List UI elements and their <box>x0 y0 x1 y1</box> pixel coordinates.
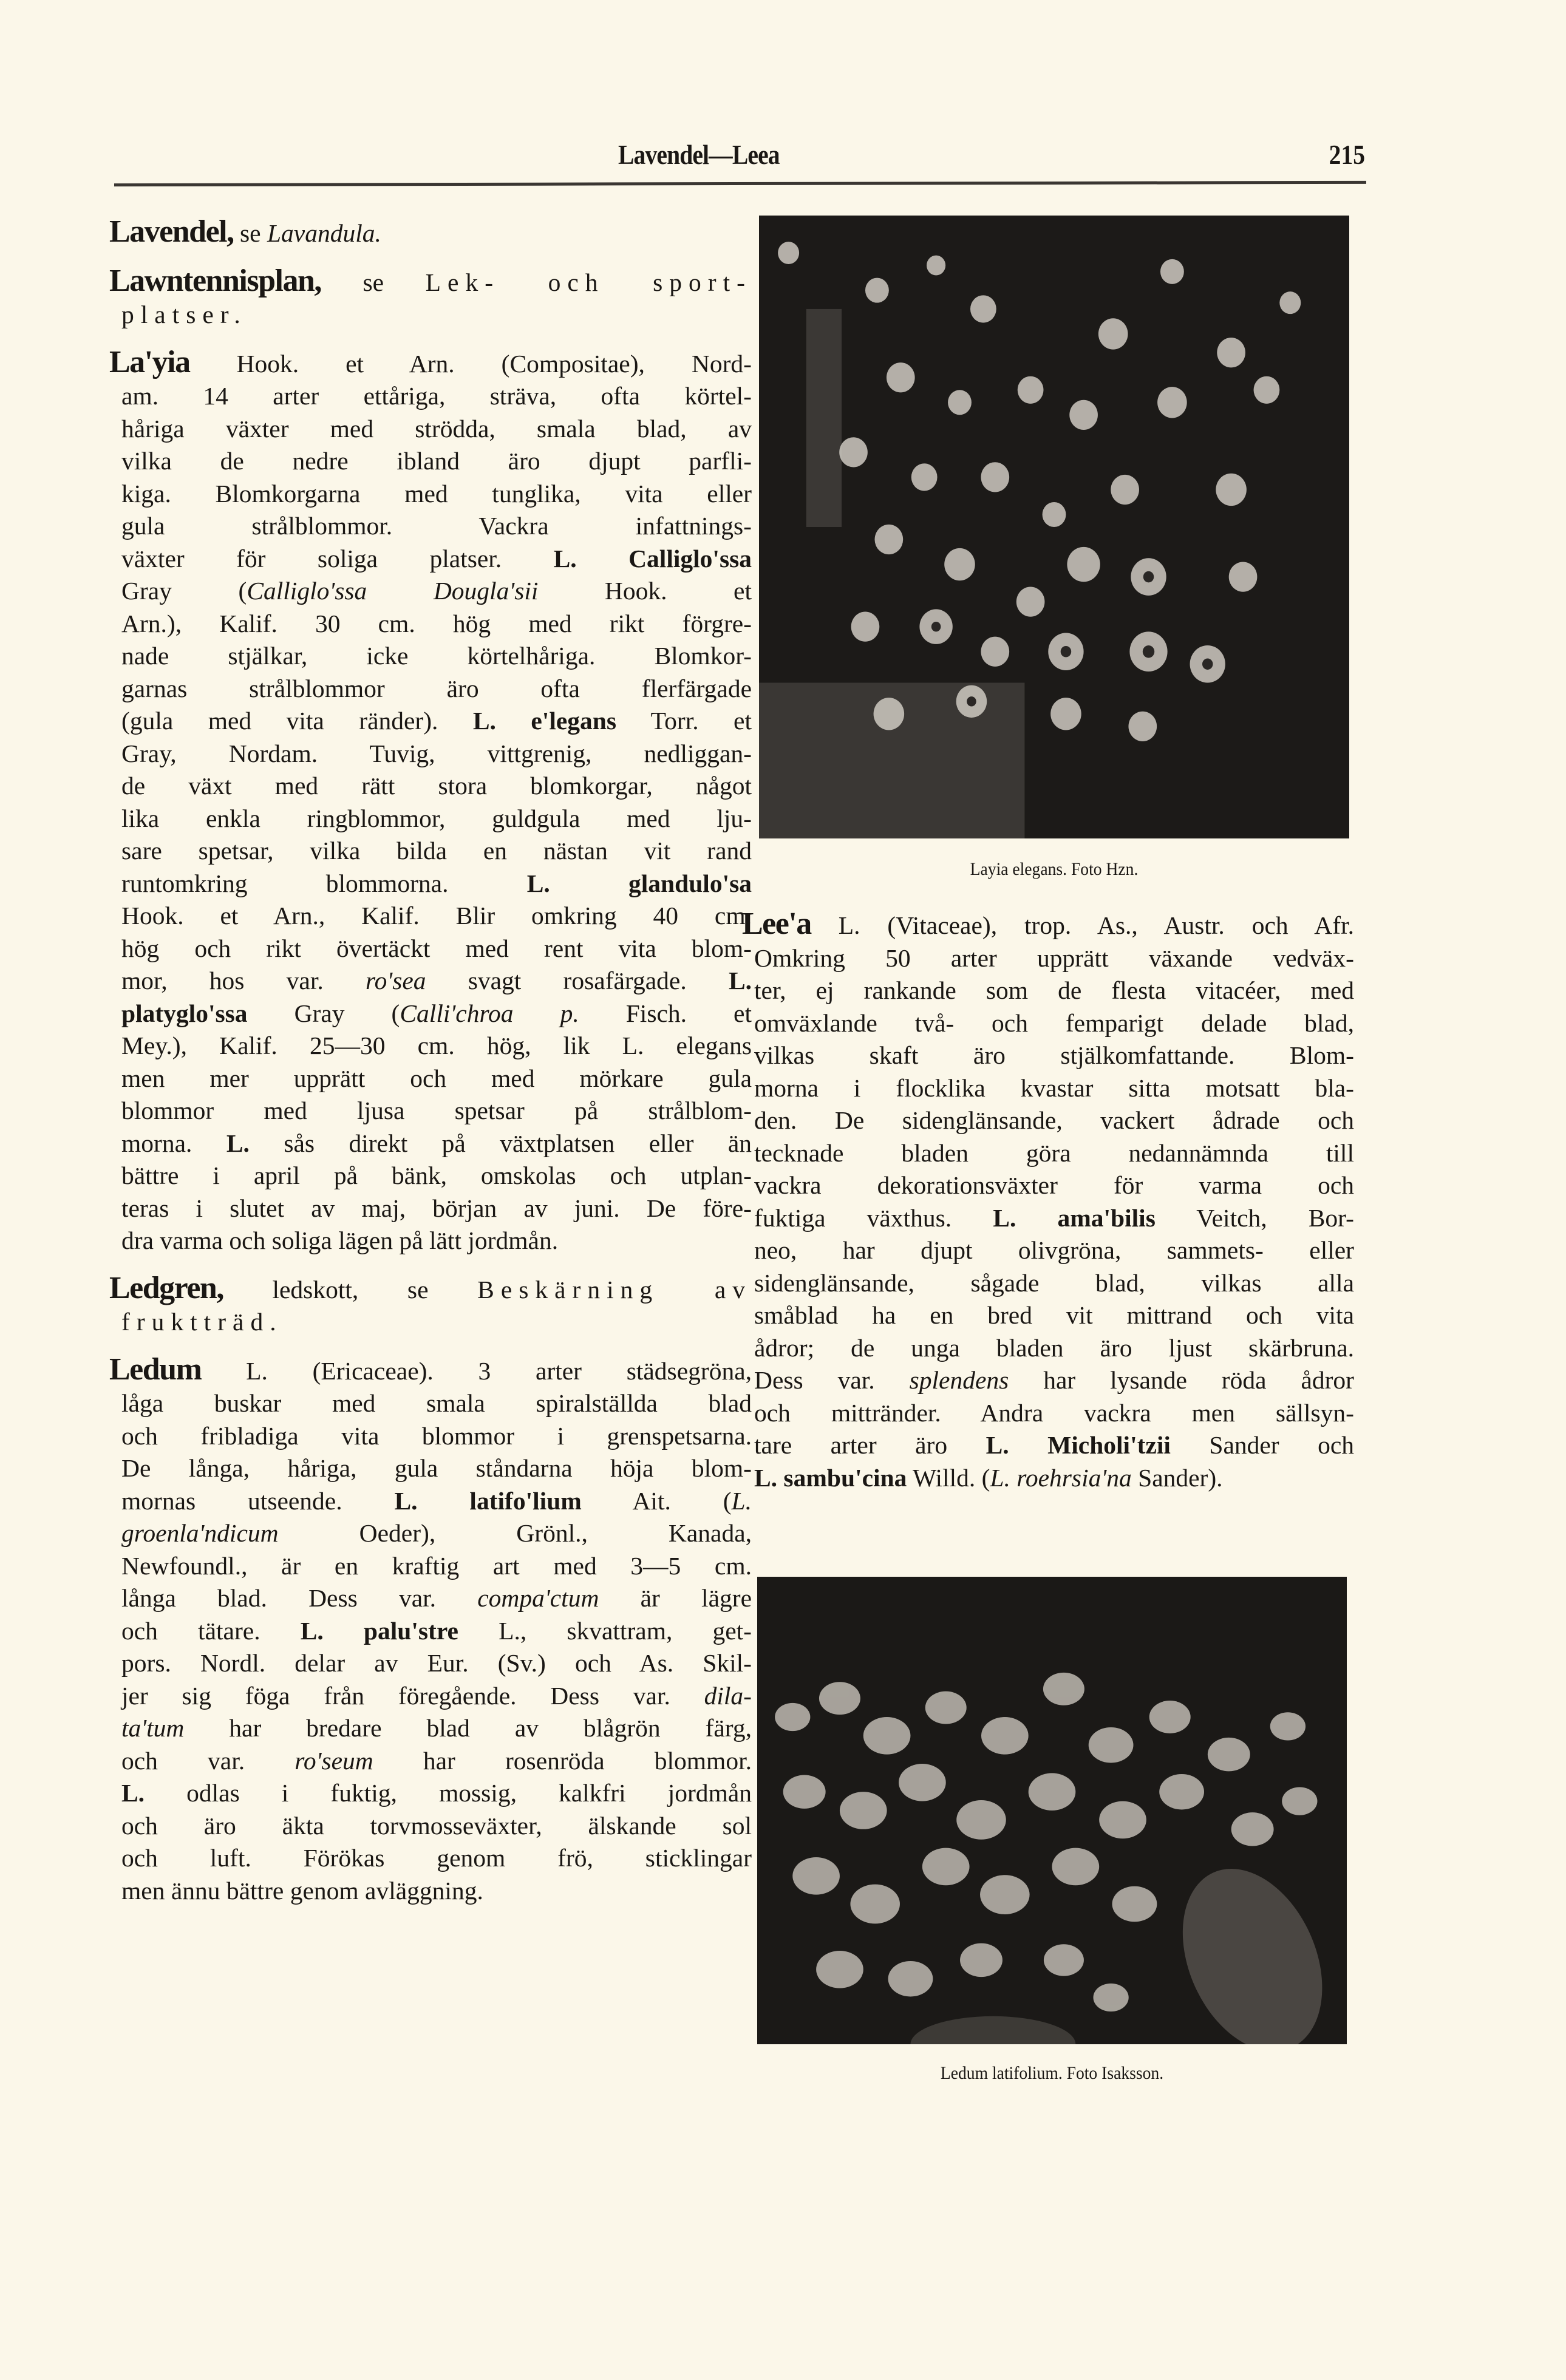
headword: Lavendel, <box>109 214 234 249</box>
running-header <box>114 138 1365 181</box>
species-name: L. Micholi'tzii <box>986 1431 1171 1459</box>
cross-reference: Lavandula. <box>267 219 381 247</box>
headword: Lawntennisplan, <box>109 263 321 298</box>
photo-ledum-latifolium <box>757 1577 1347 2044</box>
species-name: platyglo'ssa <box>121 999 248 1027</box>
shrub-photo-icon <box>757 1577 1347 2044</box>
headword: Ledum <box>109 1352 202 1387</box>
entry-lawntennisplan: Lawntennisplan, se Lek- och sport- platser. <box>109 263 752 328</box>
header-title: Lavendel—Leea <box>618 139 780 170</box>
entry-lavendel: Lavendel, se Lavandula. <box>109 214 381 249</box>
flower-photo-icon <box>759 216 1349 838</box>
right-column <box>742 908 1354 1509</box>
entry-ledgren: Ledgren, ledskott, se Beskärning av fruktträd. <box>109 1270 752 1336</box>
species-name: L. e'legans <box>472 707 616 735</box>
headword: Lee'a <box>742 906 811 941</box>
species-name: L. sambu'cina <box>754 1463 907 1492</box>
species-name: L. Calliglo'ssa <box>553 544 752 573</box>
species-name: L. ama'bilis <box>993 1203 1156 1232</box>
photo-layia-elegans <box>759 216 1349 838</box>
entry-layia: La'yia Hook. et Arn. (Compositae), Nord- am. 14 arter ettåriga, sträva, ofta körtel- håriga växter med strödda, smala blad, av vilka de nedre ibland äro djupt parfli- kiga. Blomkorgarna med tunglika, vita eller gula strålblommor. Vackra infattnings- växter för soliga platser. L. Calliglo'ssa Gray (Calliglo'ssa Dougla'sii Hook. et Arn.), Kalif. 30 cm. hög med rikt förgre- nade stjälkar, icke körtelhåriga. Blomkor- garnas strålblommor äro ofta flerfärgade (gula med vita ränder). L. e'legans Torr. et Gray, Nordam. Tuvig, vittgrenig, nedliggan- de växt med rätt stora blomkorgar, något lika enkla ringblommor, guldgula med lju- sare spetsar, vilka bilda en nästan vit rand runtomkring blommorna. L. glandulo'sa Hook. et Arn., Kalif. Blir omkring 40 cm. hög och rikt övertäckt med rent vita blom- mor, hos var. ro'sea svagt rosafärgade. L. platyglo'ssa Gray (Calli'chroa p. Fisch. et Mey.), Kalif. 25—30 cm. hög, lik L. elegans men mer upprätt och med mörkare gula blommor med ljusa spetsar på strålblom- morna. L. sås direkt på växtplatsen eller än bättre i april på bänk, omskolas och utplan- teras i slutet av maj, början av juni. De före- dra varma och soliga lägen på lätt jordmån. <box>109 344 752 1254</box>
species-name: L. glandulo'sa <box>526 869 752 897</box>
species-name: L. palu'stre <box>300 1616 458 1645</box>
cross-reference: Beskärning av <box>477 1275 752 1304</box>
entry-leea: Lee'a L. (Vitaceae), trop. As., Austr. och Afr. Omkring 50 arter upprätt växande vedväx- ter, ej rankande som de flesta vitacéer, med omväxlande två- och femparigt delade blad, vilkas skaft äro stjälkomfattande. Blom- morna i flocklika kvastar sitta motsatt bla- den. De sidenglänsande, vackert ådrade och tecknade bladen göra nedannämnda till vackra dekorationsväxter för varma och fuktiga växthus. L. ama'bilis Veitch, Bor- neo, har djupt olivgröna, sammets- eller sidenglänsande, sågade blad, vilkas alla småblad ha en bred vit mittrand och vita ådror; de unga bladen äro ljust skärbruna. Dess var. splendens har lysande röda ådror och mittränder. Andra vackra men sällsyn- tare arter äro L. Micholi'tzii Sander och L. sambu'cina Willd. (L. roehrsia'na Sander). <box>742 906 1355 1492</box>
headword: La'yia <box>109 344 190 379</box>
header-rule <box>114 181 1366 186</box>
cross-reference: Lek- och sport- <box>425 268 752 296</box>
species-name: L. latifo'lium <box>394 1486 582 1515</box>
photo-caption: Layia elegans. Foto Hzn. <box>970 859 1139 879</box>
headword: Ledgren, <box>109 1270 223 1305</box>
entry-ledum: Ledum L. (Ericaceae). 3 arter städsegröna, låga buskar med smala spiralställda blad och fribladiga vita blommor i grenspetsarna. De långa, håriga, gula ståndarna höja blom- mornas utseende. L. latifo'lium Ait. (L. groenla'ndicum Oeder), Grönl., Kanada, Newfoundl., är en kraftig art med 3—5 cm. långa blad. Dess var. compa'ctum är lägre och tätare. L. palu'stre L., skvattram, get- pors. Nordl. delar av Eur. (Sv.) och As. Skil- jer sig föga från föregående. Dess var. dila- ta'tum har bredare blad av blågrön färg, och var. ro'seum har rosenröda blommor. L. odlas i fuktig, mossig, kalkfri jordmån och äro äkta torvmosseväxter, älskande sol och luft. Förökas genom frö, sticklingar men ännu bättre genom avläggning. <box>109 1352 752 1905</box>
left-column <box>109 216 752 1922</box>
page-number: 215 <box>1329 139 1365 170</box>
photo-caption: Ledum latifolium. Foto Isaksson. <box>940 2063 1164 2083</box>
